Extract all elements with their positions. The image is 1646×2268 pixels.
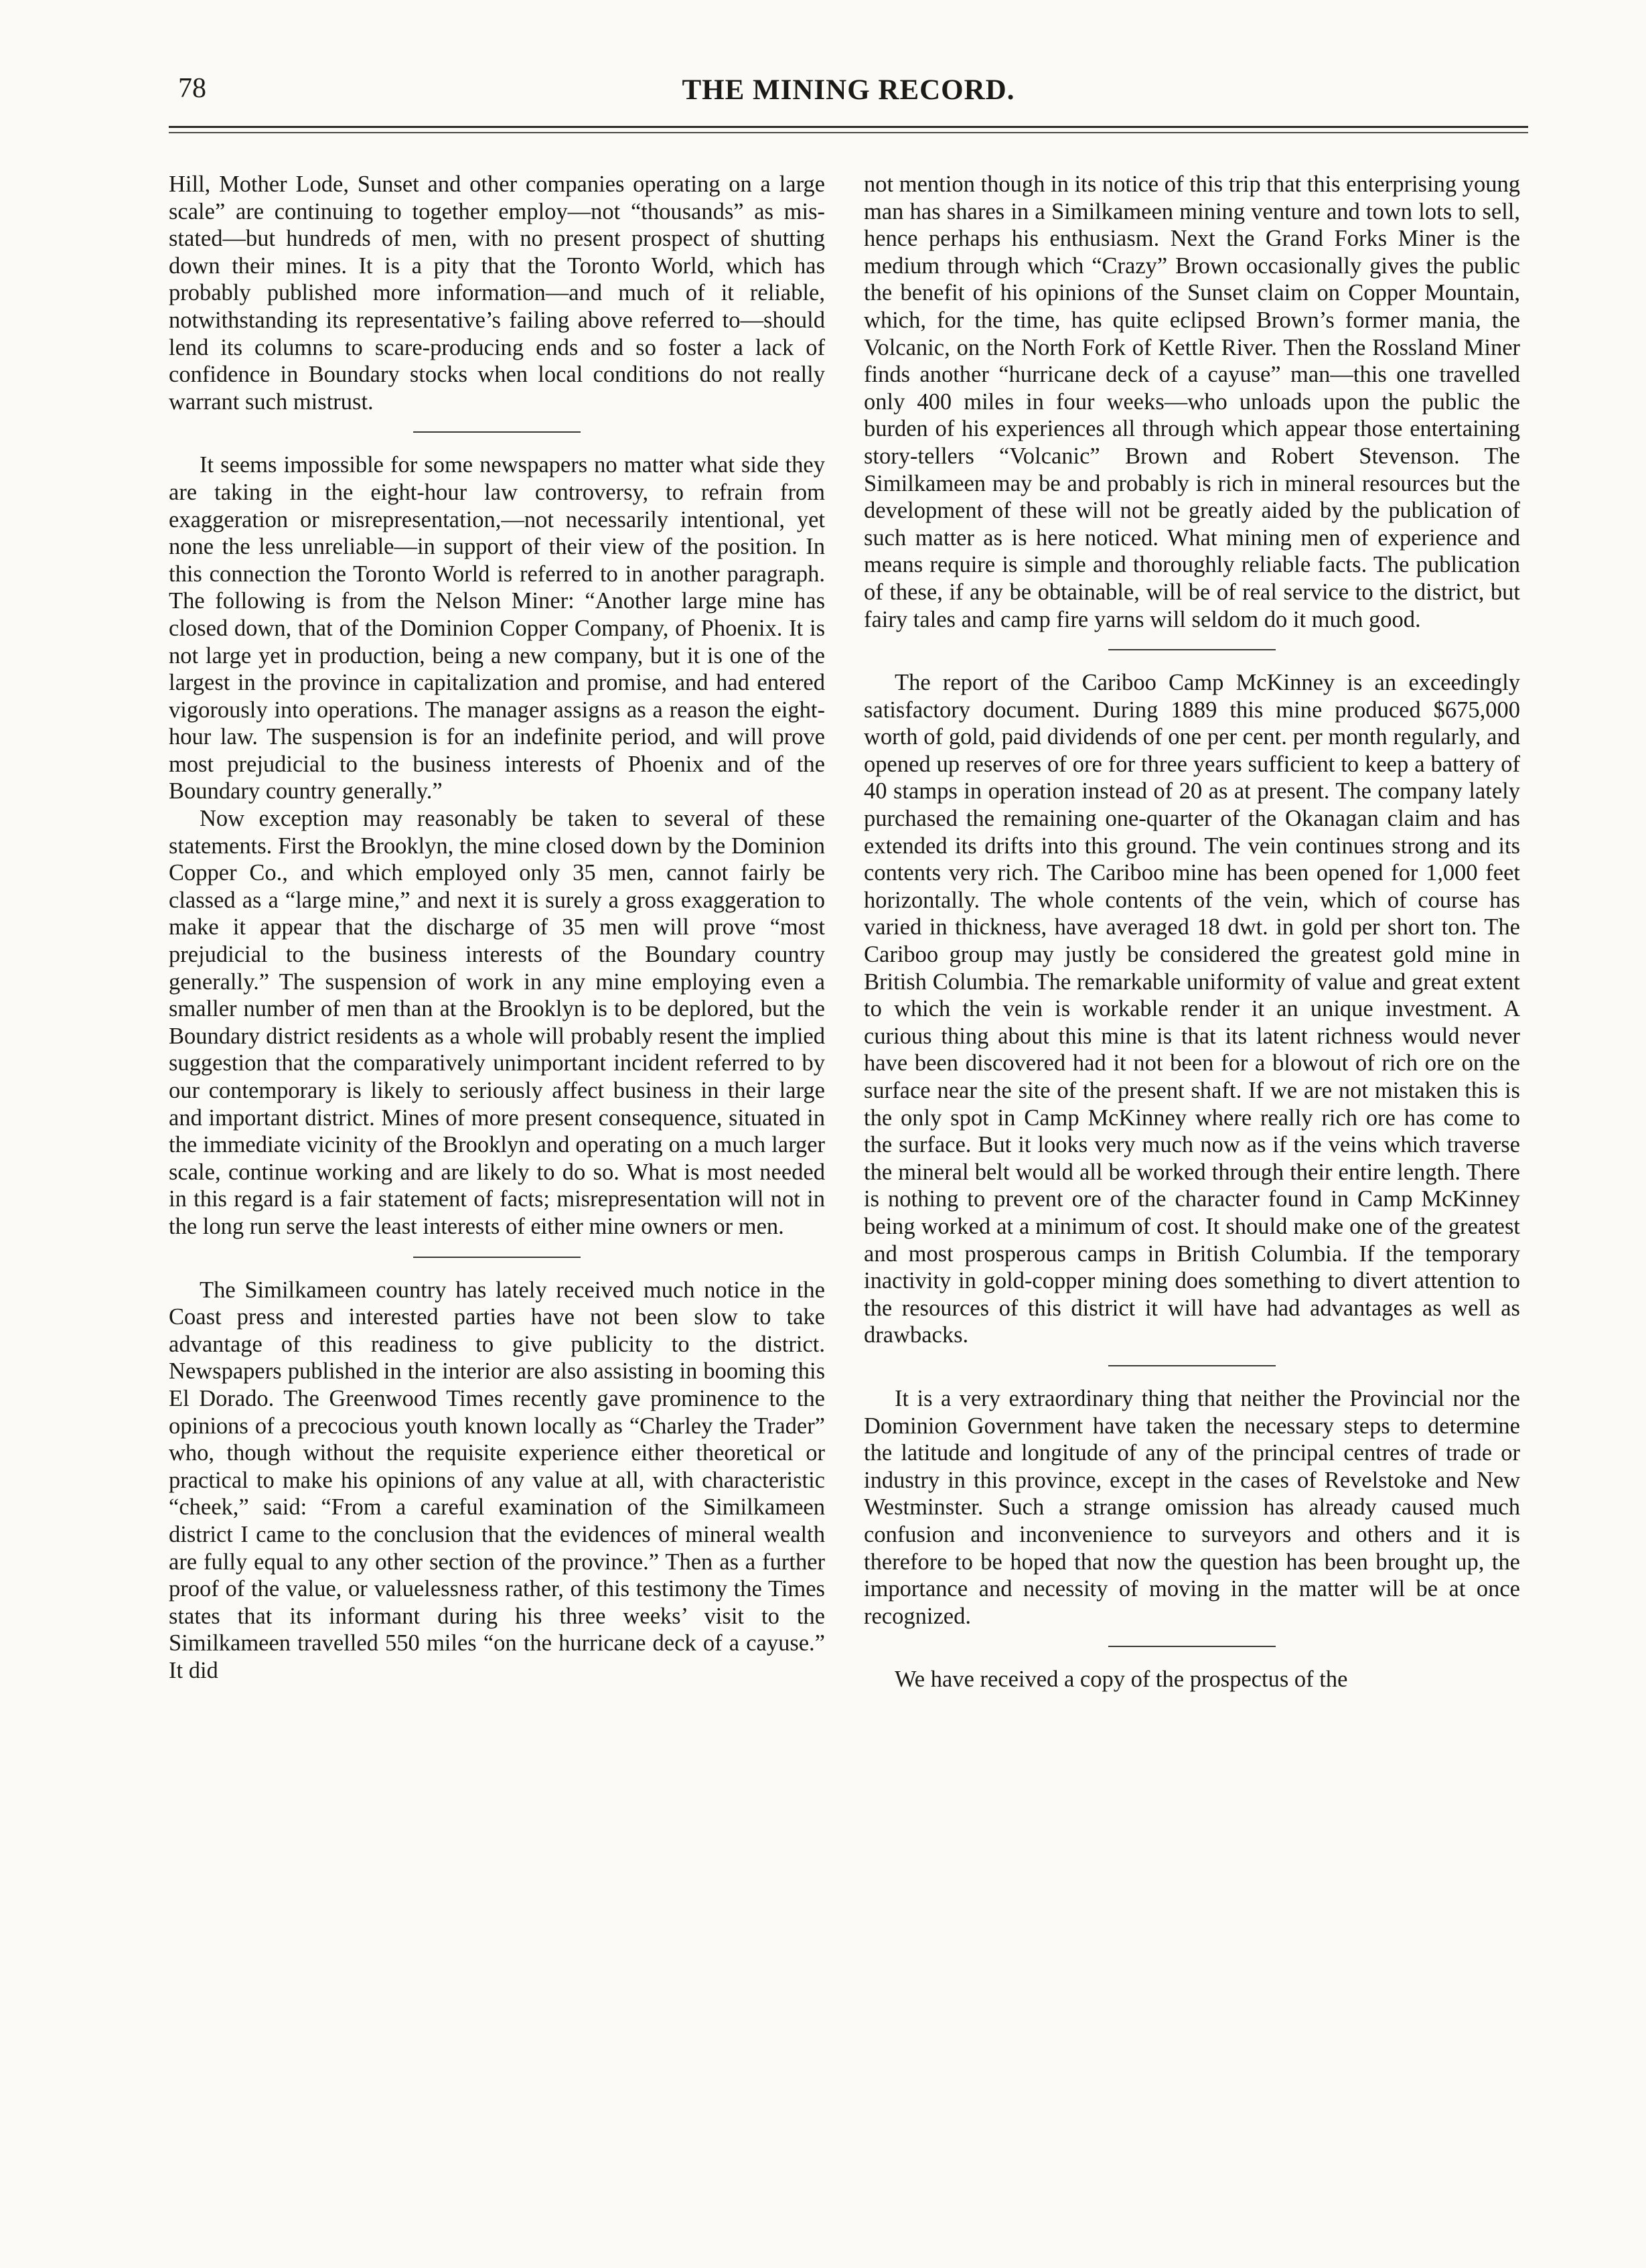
paragraph-similkameen-continued: not mention though in its notice of this trip that this enterprising young man has shares in a Similkameen mining venture and town lots to sell, hence perhaps his enthusiasm. Next the Grand Forks Miner is the medium through which “Crazy” Brown occasionally gives the public the benefit of his opinions of the Sunset claim on Copper Mountain, which, for the time, has quite eclipsed Brown’s former mania, the Volcanic, on the North Fork of Kettle River. Then the Rossland Miner finds another “hurricane deck of a cayuse” man—this one travelled only 400 miles in four weeks—who unloads upon the public the burden of his experiences all through which appear those entertaining story-tellers “Volcanic” Brown and Robert Stevenson. The Similkameen may be and probably is rich in mineral resources but the development of these will not be greatly aided by the publication of such matter as is here noticed. What mining men of experience and means require is simple and thoroughly reliable facts. The publication of these, if any be obtainable, will be of real service to the district, but fairy tales and camp fire yarns will seldom do it much good.	[864, 171, 1520, 632]
section-divider	[413, 1257, 581, 1258]
left-column	[169, 171, 825, 1684]
section-divider	[1108, 1365, 1276, 1366]
header-rule-thick	[169, 126, 1528, 128]
paragraph-prospectus: We have received a copy of the prospectus of the	[895, 1667, 1348, 1693]
paragraph-latitude-longitude: It is a very extraordinary thing that neither the Provincial nor the Dominion Government have taken the necessary steps to determine the latitude and longitude of any of the principal centres of trade or industry in this province, except in the cases of Revelstoke and New Westminster. Such a strange omission has already caused much confusion and inconvenience to surveyors and others and it is therefore to be hoped that now the question has been brought up, the importance and necessity of moving in the matter will be at once recognized.	[864, 1385, 1520, 1629]
right-column	[864, 171, 1520, 1693]
header-rule-thin	[169, 132, 1528, 133]
page-number: 78	[178, 73, 206, 104]
paragraph-exception: Now exception may reasonably be taken to several of these statements. First the Brooklyn, the mine closed down by the Dominion Copper Co., and which employed only 35 men, cannot fairly be classed as a “large mine,” and next it is surely a gross exaggeration to make it appear that the discharge of 35 men will prove “most prejudicial to the business interests of the Boundary country generally.” The suspension of work in any mine employing even a smaller number of men than at the Brooklyn is to be deplored, but the Boundary district residents as a whole will probably resent the implied suggestion that the comparatively unimportant incident referred to by our contemporary is likely to seriously affect business in their large and important district. Mines of more present consequence, situated in the immediate vicinity of the Brooklyn and operating on a much larger scale, continue working and are likely to do so. What is most needed in this regard is a fair statement of facts; misrepresentation will not in the long run serve the least interests of either mine owners or men.	[169, 806, 825, 1239]
paragraph-eight-hour-law: It seems impossible for some newspapers no matter what side they are taking in the eight-hour law controversy, to refrain from exaggeration or misrepresentation,—not necessarily intentional, yet none the less unreliable—in support of their view of the position. In this connection the Toronto World is referred to in another paragraph. The following is from the Nelson Miner: “Another large mine has closed down, that of the Dominion Copper Company, of Phoenix. It is not large yet in production, being a new company, but it is one of the largest in the province in capitalization and promise, and had entered vigorously into operations. The manager assigns as a reason the eight-hour law. The suspension is for an indefinite period, and will prove most prejudicial to the business interests of Phoenix and of the Boundary country generally.”	[169, 452, 825, 804]
section-divider	[1108, 1646, 1276, 1647]
section-divider	[413, 431, 581, 433]
paragraph-world-continued: Hill, Mother Lode, Sunset and other companies operating on a large scale” are continuing to together employ—not “thousands” as mis-stated—but hundreds of men, with no present prospect of shutting down their mines. It is a pity that the Toronto World, which has probably published more information—and much of it reliable, notwithstanding its representative’s failing above referred to—should lend its columns to scare-producing ends and so foster a lack of confidence in Boundary stocks when local conditions do not really warrant such mistrust.	[169, 171, 825, 415]
page-header	[169, 72, 1528, 126]
section-divider	[1108, 649, 1276, 650]
running-title: THE MINING RECORD.	[682, 74, 1015, 106]
paragraph-cariboo-report: The report of the Cariboo Camp McKinney is an exceedingly satisfactory document. During 1889 this mine produced $675,000 worth of gold, paid dividends of one per cent. per month regularly, and opened up reserves of ore for three years sufficient to keep a battery of 40 stamps in operation instead of 20 as at present. The company lately purchased the remaining one-quarter of the Okanagan claim and has extended its drifts into this ground. The vein continues strong and its contents very rich. The Cariboo mine has been opened for 1,000 feet horizontally. The whole contents of the vein, which of course has varied in thickness, have averaged 18 dwt. in gold per short ton. The Cariboo group may justly be considered the greatest gold mine in British Columbia. The remarkable uniformity of value and great extent to which the vein is workable render it an unique investment. A curious thing about this mine is that its latent richness would never have been discovered had it not been for a blowout of rich ore on the surface near the site of the present shaft. If we are not mistaken this is the only spot in Camp McKinney where really rich ore has come to the surface. But it looks very much now as if the veins which traverse the mineral belt would all be worked through their entire length. There is nothing to prevent ore of the character found in Camp McKinney being worked at a minimum of cost. It should make one of the greatest and most prosperous camps in British Columbia. If the temporary inactivity in gold-copper mining does something to divert attention to the resources of this district it will have had advantages as well as drawbacks.	[864, 670, 1520, 1348]
paragraph-similkameen: The Similkameen country has lately received much notice in the Coast press and interested parties have not been slow to take advantage of this readiness to give publicity to the district. Newspapers published in the interior are also assisting in booming this El Dorado. The Greenwood Times recently gave prominence to the opinions of a precocious youth known locally as “Charley the Trader” who, though without the requisite experience either theoretical or practical to make his opinions of any value at all, with characteristic “cheek,” said: “From a careful examination of the Similkameen district I came to the conclusion that the evidences of mineral wealth are fully equal to any other section of the province.” Then as a further proof of the value, or valuelessness rather, of this testimony the Times states that its informant during his three weeks’ visit to the Similkameen travelled 550 miles “on the hurricane deck of a cayuse.” It did	[169, 1277, 825, 1683]
